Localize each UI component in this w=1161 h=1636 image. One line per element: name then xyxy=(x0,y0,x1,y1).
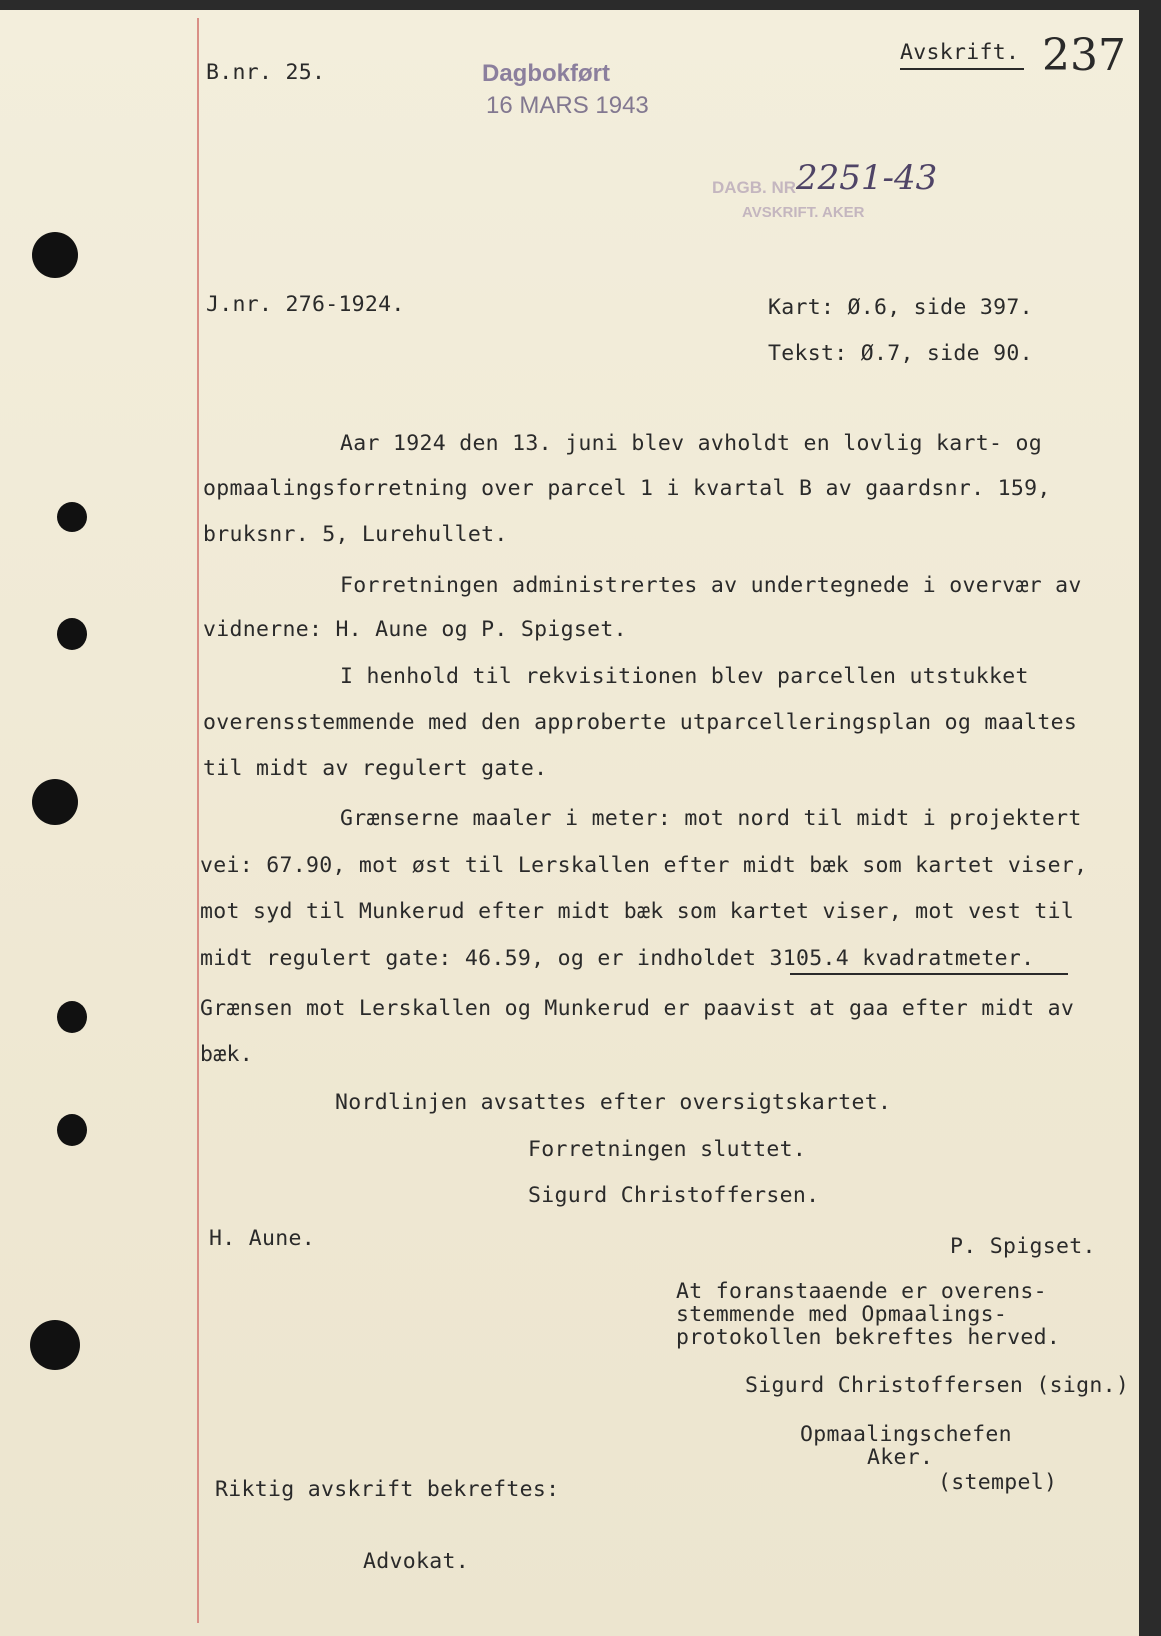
certification-title: Opmaalingschefen xyxy=(800,1422,1012,1447)
body-line: vei: 67.90, mot øst til Lerskallen efter midt bæk som kartet viser, xyxy=(200,853,1088,878)
punch-hole xyxy=(57,618,87,650)
punch-hole xyxy=(57,1001,87,1033)
punch-hole xyxy=(30,1320,80,1370)
punch-hole xyxy=(32,779,78,825)
dagb-nr-stamp: DAGB. NR xyxy=(712,178,797,197)
body-line: til midt av regulert gate. xyxy=(203,756,548,781)
riktig-avskrift: Riktig avskrift bekreftes: xyxy=(215,1477,560,1502)
tekst-reference: Tekst: Ø.7, side 90. xyxy=(768,341,1033,366)
body-line: opmaalingsforretning over parcel 1 i kvartal B av gaardsnr. 159, xyxy=(203,476,1051,501)
scan-border-right xyxy=(1139,0,1161,1636)
kart-reference: Kart: Ø.6, side 397. xyxy=(768,295,1033,320)
body-line: overensstemmende med den approberte utparcelleringsplan og maaltes xyxy=(203,710,1078,735)
date-stamp: 16 MARS 1943 xyxy=(486,92,649,119)
body-line: Forretningen administrertes av undertegnede i overvær av xyxy=(340,573,1082,598)
certification-signature: Sigurd Christoffersen (sign.) xyxy=(745,1373,1130,1398)
punch-hole xyxy=(57,1114,87,1146)
certification-line: protokollen bekreftes herved. xyxy=(676,1325,1061,1350)
witness-left: H. Aune. xyxy=(209,1226,315,1251)
certification-place: Aker. xyxy=(867,1445,934,1470)
handwritten-journal-number: 2251-43 xyxy=(796,158,938,198)
avskrift-aker-stamp: AVSKRIFT. AKER xyxy=(742,204,865,221)
avskrift-heading: Avskrift. xyxy=(900,40,1020,65)
certification-line: stemmende med Opmaalings- xyxy=(676,1302,1008,1327)
body-line: bruksnr. 5, Lurehullet. xyxy=(203,522,508,547)
witness-right: P. Spigset. xyxy=(950,1234,1096,1259)
sluttet-line: Forretningen sluttet. xyxy=(528,1137,807,1162)
certification-line: At foranstaaende er overens- xyxy=(676,1279,1047,1304)
body-line: midt regulert gate: 46.59, og er indholdet 3105.4 kvadratmeter. xyxy=(200,946,1035,971)
body-line: Grænsen mot Lerskallen og Munkerud er paavist at gaa efter midt av xyxy=(200,996,1075,1021)
punch-hole xyxy=(32,232,78,278)
nordlinjen-line: Nordlinjen avsattes efter oversigtskartet. xyxy=(335,1090,892,1115)
margin-line xyxy=(197,18,199,1623)
body-line: mot syd til Munkerud efter midt bæk som kartet viser, mot vest til xyxy=(200,899,1075,924)
scan-border-top xyxy=(0,0,1161,10)
area-underline xyxy=(790,973,1068,975)
body-line: vidnerne: H. Aune og P. Spigset. xyxy=(203,617,627,642)
dagbok-stamp: Dagbokført xyxy=(482,60,610,87)
body-line: Aar 1924 den 13. juni blev avholdt en lovlig kart- og xyxy=(340,431,1042,456)
signer-name: Sigurd Christoffersen. xyxy=(528,1183,820,1208)
journal-number: J.nr. 276-1924. xyxy=(206,292,405,317)
body-line: bæk. xyxy=(200,1042,253,1067)
punch-hole xyxy=(57,502,87,532)
bnr-label: B.nr. 25. xyxy=(206,60,326,85)
advokat-label: Advokat. xyxy=(363,1549,469,1574)
body-line: I henhold til rekvisitionen blev parcellen utstukket xyxy=(340,664,1029,689)
stempel-note: (stempel) xyxy=(938,1470,1058,1495)
body-line: Grænserne maaler i meter: mot nord til midt i projektert xyxy=(340,806,1082,831)
page-number: 237 xyxy=(1042,30,1126,81)
avskrift-underline xyxy=(900,68,1024,70)
